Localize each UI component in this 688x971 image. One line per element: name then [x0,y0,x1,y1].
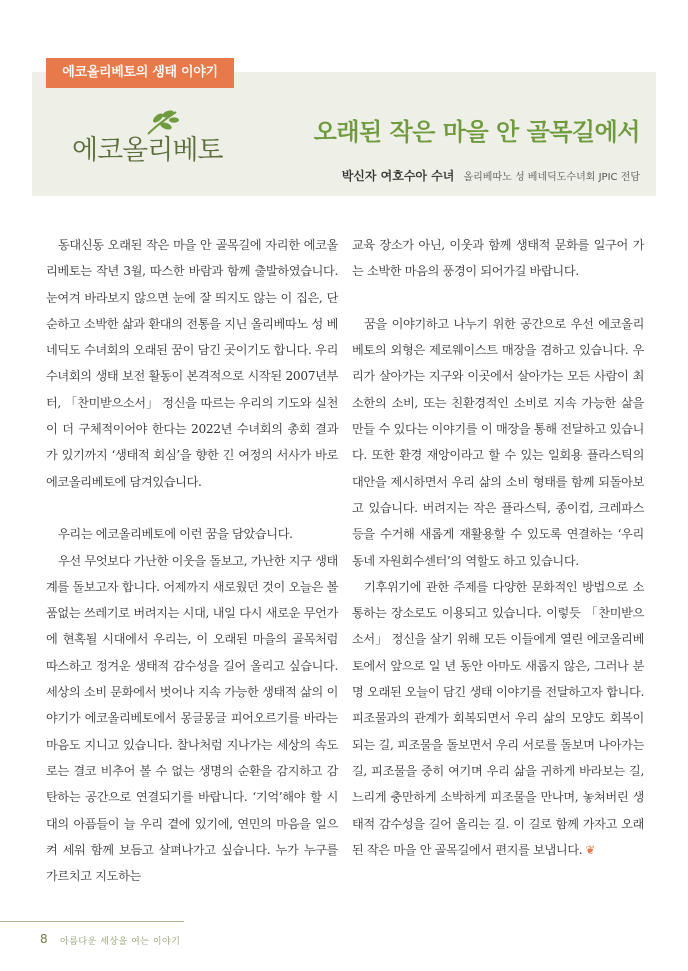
magazine-title: 아름다운 세상을 여는 이야기 [60,937,181,947]
paragraph: 우리는 에코올리베토에 이런 꿈을 담았습니다. [58,527,293,542]
footer-divider [0,921,184,922]
paragraph-last [352,574,644,863]
paragraph: 동대신동 오래된 작은 마을 안 골목길에 자리한 에코올리베토는 작년 3월, 따스한 바람과 함께 출발하였습니다. 눈여겨 바라보지 않으면 눈에 잘 띄지도 않는 이 집은, 단순하고 소박한 삶과 환대의 전통을 지닌 올리베따노 성 베네딕도 수녀회의 오래된 꿈이 담긴 곳이기도 합니다. 우리 수녀회의 생태 보전 활동이 본격적으로 시작된 2007년부터, 「찬미받으소서」 정신을 따르는 우리의 기도와 실천이 더 구체적이어야 한다는 2022년 수녀회의 총회 결과가 있기까지 ‘생태적 회심’을 향한 긴 여정의 서사가 바로 에코올리베토에 담겨있습니다. [46,238,338,489]
leaf-end-icon: ❦ [585,842,596,857]
logo-text: 에코올리베토 [72,135,223,166]
paragraph: 교육 장소가 아닌, 이웃과 함께 생태적 문화를 일구어 가는 소박한 마음의 풍경이 되어가길 바랍니다. [352,238,644,279]
article-title: 오래된 작은 마을 안 골목길에서 [313,118,640,146]
left-column [46,232,338,889]
section-tag: 에코올리베토의 생태 이야기 [46,58,234,88]
page-number: 8 [40,932,48,946]
author-affiliation: 올리베따노 성 베네딕도수녀회 JPIC 전담 [463,172,640,183]
byline [342,165,640,184]
paragraph: 우선 무엇보다 가난한 이웃을 돌보고, 가난한 지구 생태계를 돌보고자 합니다. 어제까지 새로웠던 것이 오늘은 볼품없는 쓰레기로 버려지는 시대, 내일 다시 새로운 무언가에 현혹될 시대에서 우리는, 이 오래된 마을의 골목처럼 따스하고 정겨운 생태적 감수성을 길어 올리고 싶습니다. 세상의 소비 문화에서 벗어나 지속 가능한 생태적 삶의 이야기가 에코올리베토에서 몽글몽글 피어오르기를 바라는 마음도 지니고 있습니다. 찰나처럼 지나가는 세상의 속도로는 결코 비추어 볼 수 없는 생명의 순환을 감지하고 감탄하는 공간으로 연결되기를 바랍니다. ‘기억’해야 할 시대의 아픔들이 늘 우리 곁에 있기에, 연민의 마음을 일으켜 세워 함께 보듬고 살펴나가고 싶습니다. 누가 누구를 가르치고 지도하는 [46,553,338,884]
author-name: 박신자 여호수아 수녀 [341,169,455,183]
paragraph: 꿈을 이야기하고 나누기 위한 공간으로 우선 에코올리베토의 외형은 제로웨이스트 매장을 겸하고 있습니다. 우리가 살아가는 지구와 이곳에서 살아가는 모든 사람이 최소한의 소비, 또는 친환경적인 소비로 지속 가능한 삶을 만들 수 있다는 이야기를 이 매장을 통해 전달하고 있습니다. 또한 환경 재앙이라고 할 수 있는 일회용 플라스틱의 대안을 제시하면서 우리 삶의 소비 형태를 함께 되돌아보고 있습니다. 버려지는 작은 플라스틱, 종이컵, 크레파스 등을 수거해 새롭게 재활용할 수 있도록 연결하는 ‘우리 동네 자원회수센터’의 역할도 하고 있습니다. [352,316,644,568]
right-column [352,232,644,863]
paragraph-text: 기후위기에 관한 주제를 다양한 문화적인 방법으로 소통하는 장소로도 이용되고 있습니다. 이렇듯 「찬미받으소서」 정신을 살기 위해 모든 이들에게 열린 에코올리베토에서 앞으로 일 년 동안 아마도 새롭지 않은, 그러나 분명 오래된 오늘이 담긴 생태 이야기를 전달하고자 합니다. 피조물과의 관계가 회복되면서 우리 삶의 모양도 회복이 되는 길, 피조물을 돌보면서 우리 서로를 돌보며 나아가는 길, 피조물을 중히 여기며 우리 삶을 귀하게 바라보는 길, 느리게 충만하게 소박하게 피조물을 만나며, 놓쳐버린 생태적 감수성을 길어 올리는 길. 이 길로 함께 가자고 오래된 작은 마을 안 골목길에서 편지를 보냅니다. [352,579,644,857]
eco-oliveto-logo [62,108,222,168]
